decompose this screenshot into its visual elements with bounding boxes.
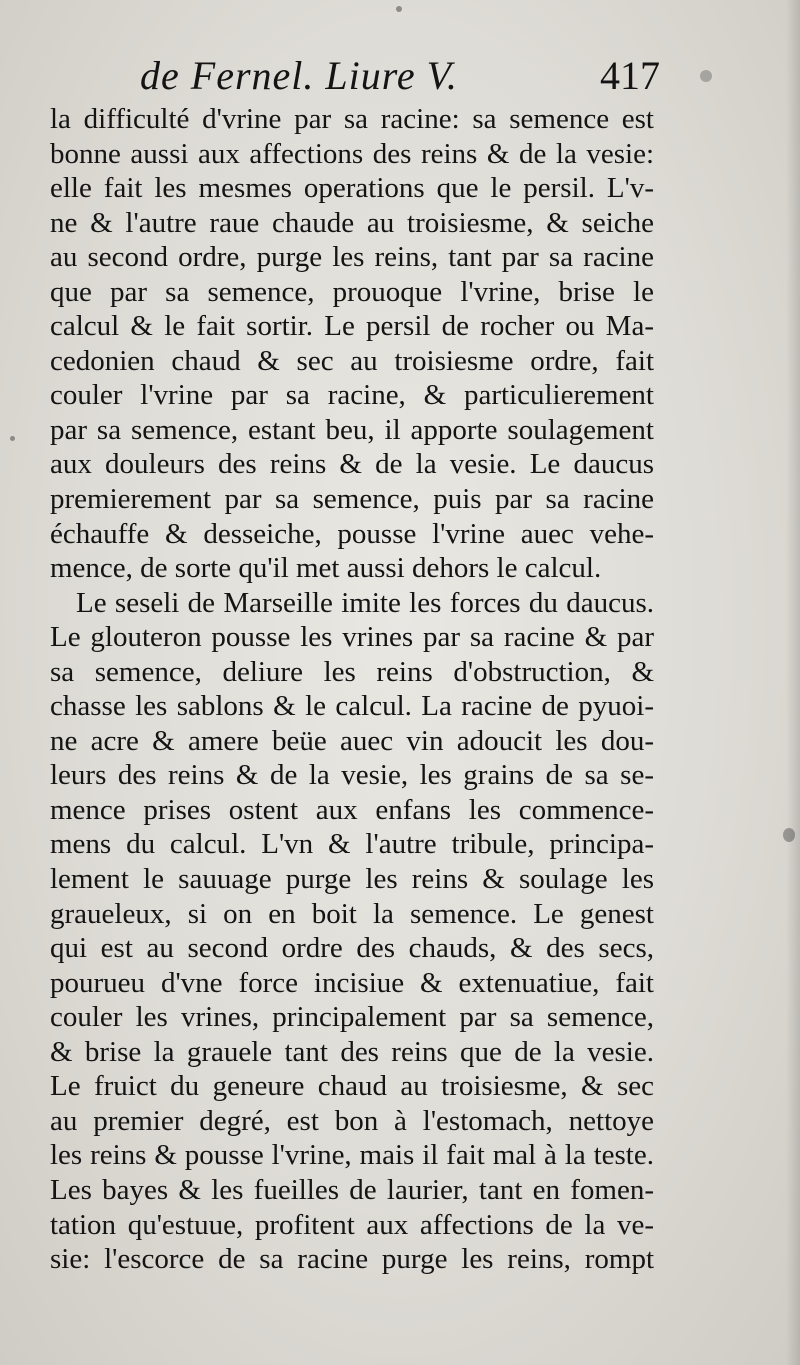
text-line: lement le sauuage purge les reins & soulage les <box>50 863 654 896</box>
text-line: sa semence, deliure les reins d'obstruction, & <box>50 655 654 688</box>
page-number: 417 <box>600 53 660 98</box>
text-line: par sa semence, estant beu, il apporte soulagement <box>50 413 654 446</box>
text-line: Les bayes & les fueilles de laurier, tant en fomen- <box>50 1173 654 1206</box>
text-line: premierement par sa semence, puis par sa racine <box>50 483 654 516</box>
text-line: chasse les sablons & le calcul. La racine de pyuoi- <box>50 690 654 723</box>
text-line: ne acre & amere beüe auec vin adoucit les dou- <box>50 724 654 757</box>
text-line: calcul & le fait sortir. Le persil de rocher ou Ma- <box>50 310 654 343</box>
text-line: couler les vrines, principalement par sa semence, <box>50 1001 654 1034</box>
text-line: Le glouteron pousse les vrines par sa racine & par <box>50 621 654 654</box>
text-line: Le seseli de Marseille imite les forces du daucus. <box>76 586 654 619</box>
text-line: couler l'vrine par sa racine, & particulierement <box>50 379 654 412</box>
text-line: au premier degré, est bon à l'estomach, nettoye <box>50 1104 654 1137</box>
text-line: cedonien chaud & sec au troisiesme ordre, fait <box>50 344 654 377</box>
text-line: aux douleurs des reins & de la vesie. Le daucus <box>50 448 654 481</box>
running-header <box>140 52 660 102</box>
text-line: ne & l'autre raue chaude au troisiesme, & seiche <box>50 206 654 239</box>
text-line: tation qu'estuue, profitent aux affections de la ve- <box>50 1208 654 1241</box>
body-text <box>50 102 654 1277</box>
text-line: la difficulté d'vrine par sa racine: sa semence est <box>50 103 654 135</box>
text-line: que par sa semence, prouoque l'vrine, brise le <box>50 275 654 308</box>
ink-speck <box>396 6 402 12</box>
text-line: Le fruict du geneure chaud au troisiesme, & sec <box>50 1070 654 1103</box>
text-line: graueleux, si on en boit la semence. Le genest <box>50 897 654 930</box>
ink-speck <box>700 70 712 82</box>
ink-speck <box>10 436 15 441</box>
text-line: pourueu d'vne force incisiue & extenuatiue, fait <box>50 966 654 999</box>
text-line: & brise la grauele tant des reins que de la vesie. <box>50 1035 654 1068</box>
text-line: échauffe & desseiche, pousse l'vrine auec vehe- <box>50 517 654 550</box>
text-line: mens du calcul. L'vn & l'autre tribule, principa- <box>50 828 654 861</box>
text-line: mence, de sorte qu'il met aussi dehors le calcul. <box>50 552 602 585</box>
text-line: bonne aussi aux affections des reins & de la vesie: <box>50 137 654 170</box>
text-line: les reins & pousse l'vrine, mais il fait mal à la teste. <box>50 1139 654 1172</box>
text-line: elle fait les mesmes operations que le persil. L'v- <box>50 172 654 205</box>
text-line: qui est au second ordre des chauds, & des secs, <box>50 932 654 965</box>
page-edge-shadow <box>786 0 800 1365</box>
text-line: leurs des reins & de la vesie, les grains de sa se- <box>50 759 654 792</box>
text-line: au second ordre, purge les reins, tant par sa racine <box>50 241 654 274</box>
text-line: sie: l'escorce de sa racine purge les reins, rompt <box>50 1243 654 1276</box>
running-title: de Fernel. Liure V. <box>140 53 458 98</box>
text-line: mence prises ostent aux enfans les commence- <box>50 793 654 826</box>
